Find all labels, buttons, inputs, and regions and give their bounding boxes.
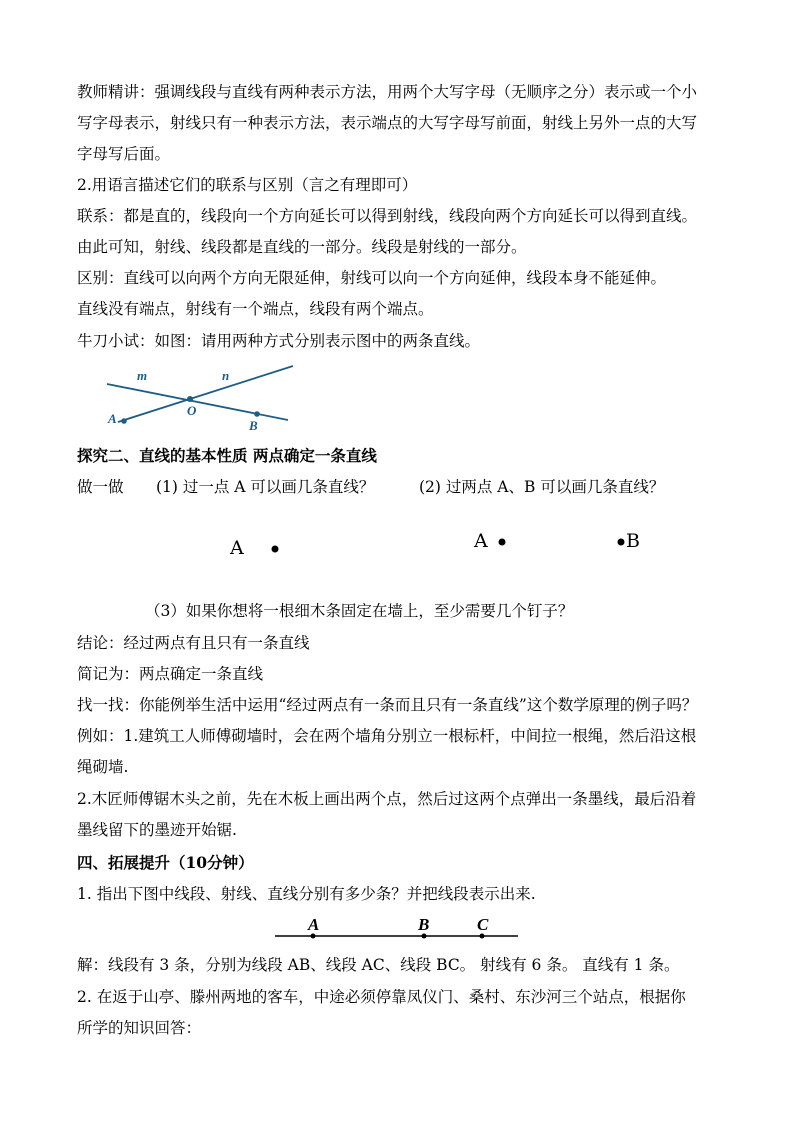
point-b xyxy=(254,411,260,417)
text-line: 写字母表示，射线只有一种表示方法，表示端点的大写字母写前面，射线上另外一点的大写 xyxy=(77,114,698,132)
point-dot xyxy=(270,544,280,554)
intersecting-lines-figure xyxy=(100,360,340,440)
text-line: 直线没有端点，射线有一个端点，线段有两个端点。 xyxy=(77,300,434,318)
text-line: 2. 在返于山亭、滕州两地的客车，中途必须停靠凤仪门、桑村、东沙河三个站点，根据你 xyxy=(77,988,686,1006)
text-line: 1. 指出下图中线段、射线、直线分别有多少条？并把线段表示出来. xyxy=(77,885,536,903)
point-label-b: B xyxy=(626,530,640,552)
point-b xyxy=(422,934,427,939)
text-line: 墨线留下的墨迹开始锯. xyxy=(77,821,237,839)
text-line: 区别：直线可以向两个方向无限延伸，射线可以向一个方向延伸，线段本身不能延伸。 xyxy=(77,269,667,287)
text-line: 找一找：你能例举生活中运用“经过两点有一条而且只有一条直线”这个数学原理的例子吗？ xyxy=(77,696,698,714)
point-dot xyxy=(616,537,626,547)
point-a xyxy=(311,934,316,939)
question-2: (2) 过两点 A、B 可以画几条直线？ xyxy=(419,478,665,496)
text-line: 2.木匠师傅锯木头之前，先在木板上画出两个点，然后过这两个点弹出一条墨线，最后沿着 xyxy=(77,790,697,808)
label-a: A xyxy=(108,411,117,426)
answer-text: 解：线段有 3 条，分别为线段 AB、线段 AC、线段 BC。 射线有 6 条。 直线有 1 条。 xyxy=(77,956,680,974)
section-heading: 探究二、直线的基本性质 两点确定一条直线 xyxy=(77,446,377,465)
line-m xyxy=(107,384,288,420)
label-b: B xyxy=(249,418,258,433)
text-line: 绳砌墙. xyxy=(77,758,129,776)
label-c: C xyxy=(477,915,489,934)
point-c xyxy=(480,934,485,939)
text-line: 所学的知识回答： xyxy=(77,1019,202,1037)
point-label-a: A xyxy=(230,537,244,559)
line-abc-figure xyxy=(270,912,530,942)
text-line: 2.用语言描述它们的联系与区别（言之有理即可） xyxy=(77,176,418,194)
text-line: 简记为：两点确定一条直线 xyxy=(77,665,264,683)
text-line: 教师精讲：强调线段与直线有两种表示方法，用两个大写字母（无顺序之分）表示或一个小 xyxy=(77,83,698,101)
label-n: n xyxy=(222,368,230,383)
text-line: 联系：都是直的，线段向一个方向延长可以得到射线，线段向两个方向延长可以得到直线。 xyxy=(77,207,698,225)
question-1: (1) 过一点 A 可以画几条直线？ xyxy=(156,478,375,496)
text-line: 字母写后面。 xyxy=(77,145,171,163)
doit-label: 做一做 xyxy=(77,478,124,496)
section-heading: 四、拓展提升（10分钟） xyxy=(77,853,254,872)
label-b: B xyxy=(418,915,430,934)
text-line: 牛刀小试：如图：请用两种方式分别表示图中的两条直线。 xyxy=(77,332,481,350)
text-line: （3）如果你想将一根细木条固定在墙上，至少需要几个钉子？ xyxy=(145,602,574,620)
label-m: m xyxy=(137,368,148,383)
text-line: 例如：1.建筑工人师傅砌墙时，会在两个墙角分别立一根标杆，中间拉一根绳，然后沿这根 xyxy=(77,727,697,745)
point-dot xyxy=(497,537,507,547)
conclusion: 结论：经过两点有且只有一条直线 xyxy=(77,634,310,652)
label-o: O xyxy=(187,403,197,418)
label-a: A xyxy=(308,915,320,934)
text-line: 由此可知，射线、线段都是直线的一部分。线段是射线的一部分。 xyxy=(77,238,527,256)
point-o xyxy=(187,396,193,402)
point-a xyxy=(121,418,127,424)
point-label-a: A xyxy=(474,530,488,552)
